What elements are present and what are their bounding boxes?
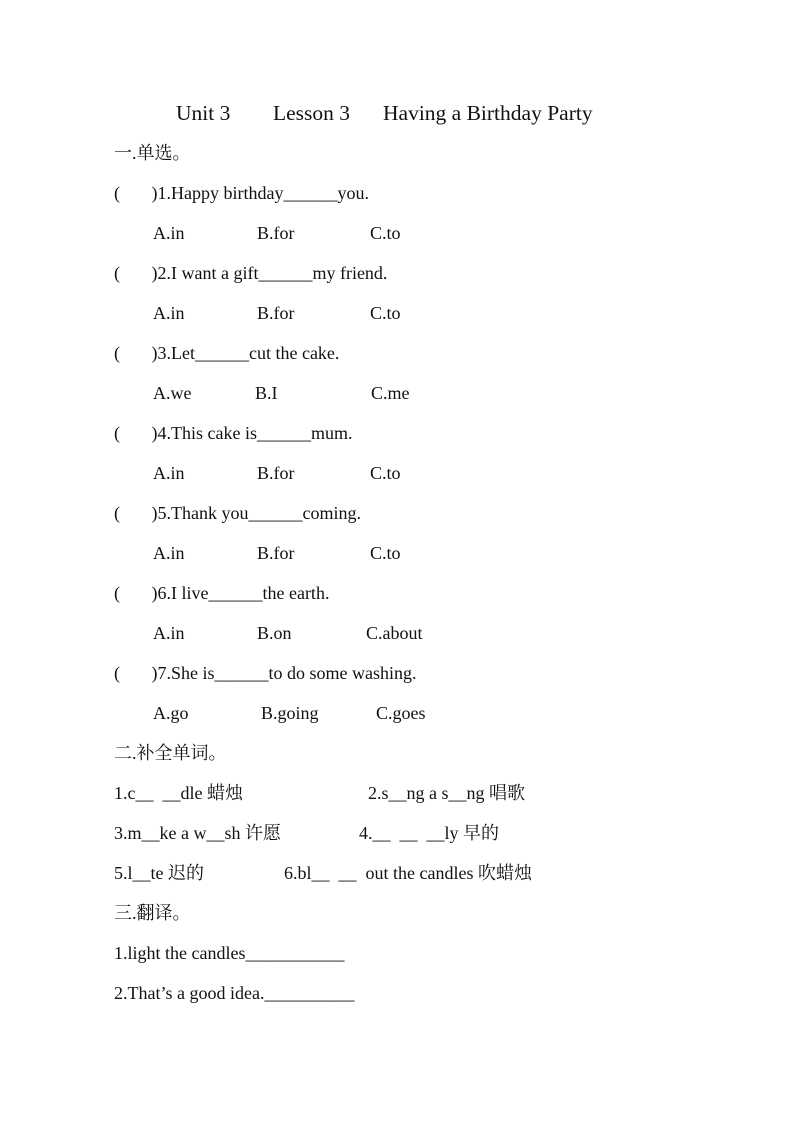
question-4-stem: ( )4.This cake is______mum. [114,423,353,443]
question-3-option-a: A.we [153,383,192,403]
question-4-option-c: C.to [370,463,401,483]
word-item-6: 6.bl__ __ out the candles 吹蜡烛 [284,863,532,883]
question-4-option-a: A.in [153,463,185,483]
section-2-heading: 二.补全单词。 [114,743,227,763]
question-2-option-b: B.for [257,303,295,323]
question-6-option-b: B.on [257,623,292,643]
question-1-option-a: A.in [153,223,185,243]
question-2-option-a: A.in [153,303,185,323]
question-4-option-b: B.for [257,463,295,483]
translation-item-1: 1.light the candles___________ [114,943,345,963]
question-5-option-c: C.to [370,543,401,563]
word-item-5: 5.l__te 迟的 [114,863,204,883]
translation-item-2: 2.That’s a good idea.__________ [114,983,355,1003]
title-name: Having a Birthday Party [383,101,593,125]
question-3-option-c: C.me [371,383,410,403]
question-5-option-a: A.in [153,543,185,563]
word-item-4: 4.__ __ __ly 早的 [359,823,500,843]
question-1-stem: ( )1.Happy birthday______you. [114,183,369,203]
question-2-stem: ( )2.I want a gift______my friend. [114,263,388,283]
question-7-option-a: A.go [153,703,189,723]
section-1-heading: 一.单选。 [114,143,191,163]
question-1-option-b: B.for [257,223,295,243]
question-6-option-c: C.about [366,623,423,643]
question-7-stem: ( )7.She is______to do some washing. [114,663,417,683]
question-7-option-c: C.goes [376,703,426,723]
word-item-1: 1.c__ __dle 蜡烛 [114,783,243,803]
question-3-option-b: B.I [255,383,278,403]
question-7-option-b: B.going [261,703,319,723]
title-unit: Unit 3 [176,101,231,125]
question-6-option-a: A.in [153,623,185,643]
question-6-stem: ( )6.I live______the earth. [114,583,330,603]
question-5-stem: ( )5.Thank you______coming. [114,503,361,523]
question-3-stem: ( )3.Let______cut the cake. [114,343,340,363]
word-item-3: 3.m__ke a w__sh 许愿 [114,823,281,843]
word-item-2: 2.s__ng a s__ng 唱歌 [368,783,525,803]
question-2-option-c: C.to [370,303,401,323]
title-lesson: Lesson 3 [273,101,351,125]
question-5-option-b: B.for [257,543,295,563]
question-1-option-c: C.to [370,223,401,243]
section-3-heading: 三.翻译。 [114,903,191,923]
